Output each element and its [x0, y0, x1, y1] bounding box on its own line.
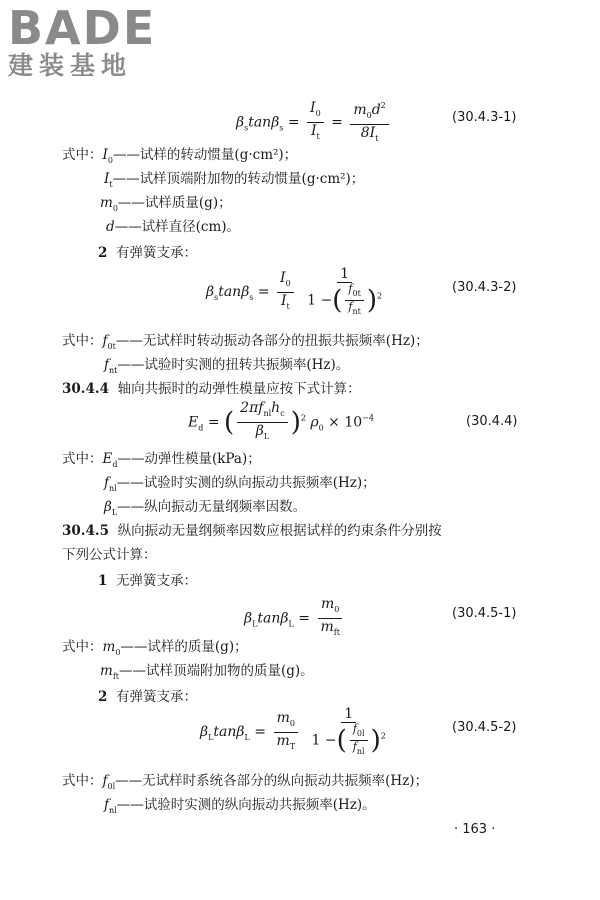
item-heading: 1 无弹簧支承： — [98, 573, 197, 589]
watermark-logo — [8, 1, 178, 80]
item-heading: 2 有弹簧支承： — [98, 689, 197, 705]
equation-number: (30.4.5-2) — [452, 720, 517, 735]
equation-number: (30.4.3-1) — [452, 110, 517, 125]
page-number: · 163 · — [454, 822, 496, 837]
logo-text: BADE — [8, 1, 157, 55]
item-heading: 2 有弹簧支承： — [98, 245, 197, 261]
equation-30-4-3-1: $\beta_s\tan\beta_s$ = $\frac{I_0}{I_t}$ = $\frac{m_0d^2}{8I_t}$ — [236, 98, 392, 147]
logo-subtitle: 建装基地 — [8, 51, 133, 80]
equation-number: (30.4.4) — [466, 414, 518, 429]
section-heading-cont: 下列公式计算： — [62, 547, 157, 563]
section-heading: 30.4.4 轴向共振时的动弹性模量应按下式计算： — [62, 381, 361, 397]
section-heading: 30.4.5 纵向振动无量纲频率因数应根据试样的约束条件分别按 — [62, 523, 442, 539]
definition-line: $\beta_L——$纵向振动无量纲频率因数。 — [104, 499, 307, 517]
definition-line: d——试样直径(cm)。 — [106, 219, 241, 235]
definition-line: $f_{nt}——$试验时实测的扭转共振频率(Hz)。 — [104, 357, 350, 375]
definition-line: 式中：$E_d——$动弹性模量(kPa)； — [62, 451, 261, 469]
equation-30-4-4: $E_d$ = ( $\frac{2\pi f_{nl}h_c}{\beta_L}$ )$^2$ $\rho_0 \times 10^{-4}$ — [188, 400, 374, 441]
definition-line: 式中：$f_{0l}——$无试样时系统各部分的纵向振动共振频率(Hz)； — [62, 773, 429, 791]
definition-line: $m_0——$试样质量(g)； — [100, 195, 232, 213]
equation-30-4-5-1: $\beta_L\tan\beta_L$ = $\frac{m_0}{m_{ft}}$ — [244, 596, 346, 641]
equation-30-4-3-2: $\beta_s\tan\beta_s$ = $\frac{I_0}{I_t}$ 1 1 −( $\frac{f_{0t}}{f_{nt}}$ )$^2$ — [206, 266, 383, 316]
definition-line: $I_t——$试样顶端附加物的转动惯量(g·cm²)； — [104, 171, 365, 189]
equation-number: (30.4.5-1) — [452, 606, 517, 621]
definition-line: 式中：$m_0——$试样的质量(g)； — [62, 639, 248, 657]
definition-line: 式中：$I_0——$试样的转动惯量(g·cm²)； — [62, 147, 298, 165]
definition-line: $m_{ft}——$试样顶端附加物的质量(g)。 — [100, 663, 314, 681]
equation-30-4-5-2: $\beta_L\tan\beta_L$ = $\frac{m_0}{m_T}$ 1 1 −( $\frac{f_{0l}}{f_{nl}}$ )$^2$ — [200, 706, 386, 756]
definition-line: $f_{nl}——$试验时实测的纵向振动共振频率(Hz)。 — [104, 797, 376, 815]
equation-number: (30.4.3-2) — [452, 280, 517, 295]
definition-line: $f_{nl}——$试验时实测的纵向振动共振频率(Hz)； — [104, 475, 376, 493]
definition-line: 式中：$f_{0t}——$无试样时转动振动各部分的扭振共振频率(Hz)； — [62, 333, 429, 351]
